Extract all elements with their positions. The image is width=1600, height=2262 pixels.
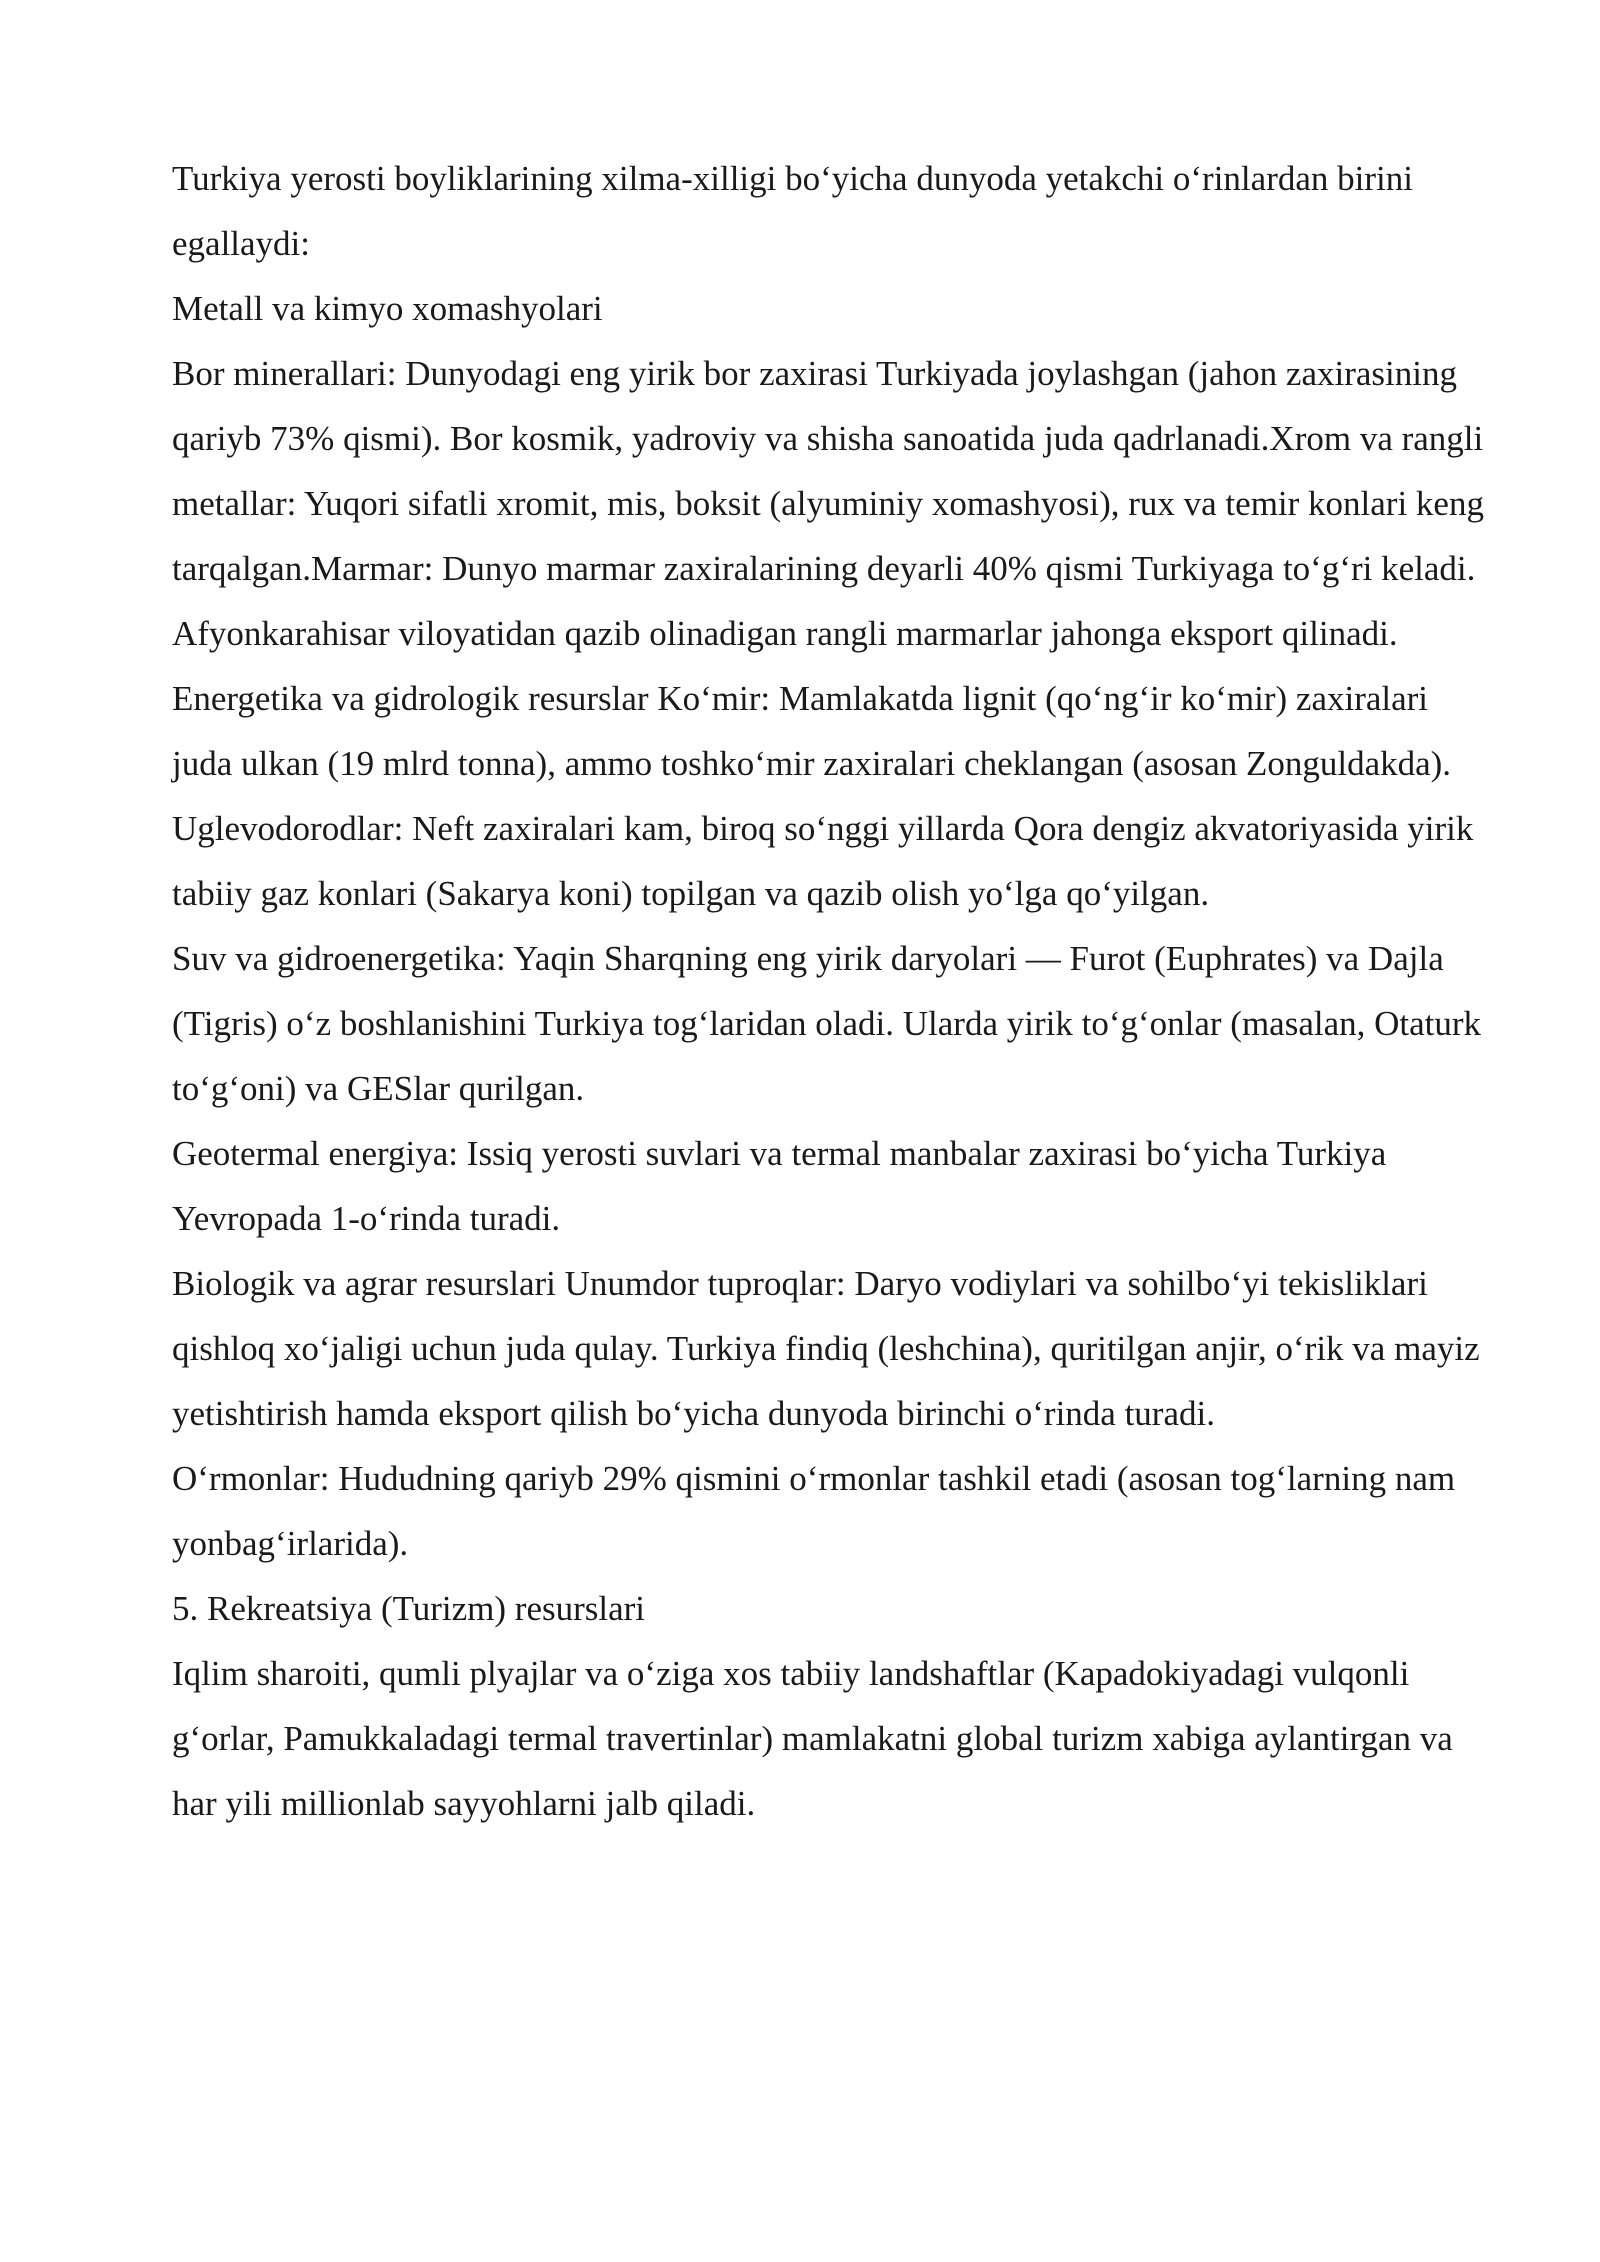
paragraph-water: Suv va gidroenergetika: Yaqin Sharqning eng yirik daryolari — Furot (Euphrates) va Dajla (Tigris) o‘z boshlanishini Turkiya tog‘laridan oladi. Ularda yirik to‘g‘onlar (masalan, Otaturk to‘g‘oni) va GESlar qurilgan. [172,939,1482,1108]
paragraph-agrarian: Biologik va agrar resurslari Unumdor tuproqlar: Daryo vodiylari va sohilbo‘yi tekisliklari qishloq xo‘jaligi uchun juda qulay. Turkiya findiq (leshchina), quritilgan anjir, o‘rik va mayiz yetishtirish hamda eksport qilish bo‘yicha dunyoda birinchi o‘rinda turadi. [172,1264,1480,1433]
paragraph-hydrocarbons: Uglevodorodlar: Neft zaxiralari kam, biroq so‘nggi yillarda Qora dengiz akvatoriyasida yirik tabiiy gaz konlari (Sakarya koni) topilgan va qazib olish yo‘lga qo‘yilgan. [172,809,1474,913]
paragraph-energy-coal: Energetika va gidrologik resurslar Ko‘mir: Mamlakatda lignit (qo‘ng‘ir ko‘mir) zaxiralari juda ulkan (19 mlrd tonna), ammo toshko‘mir zaxiralari cheklangan (asosan Zonguldakda). [172,679,1452,783]
paragraph-bor-minerals: Bor minerallari: Dunyodagi eng yirik bor zaxirasi Turkiyada joylashgan (jahon zaxirasining qariyb 73% qismi). Bor kosmik, yadroviy va shisha sanoatida juda qadrlanadi.Xrom va rangli metallar: Yuqori sifatli xromit, mis, boksit (alyuminiy xomashyosi), rux va temir konlari keng tarqalgan.Marmar: Dunyo marmar zaxiralarining deyarli 40% qismi Turkiyaga to‘g‘ri keladi. Afyonkarahisar viloyatidan qazib olinadigan rangli marmarlar jahonga eksport qilinadi. [172,354,1484,653]
document-body [172,146,1492,1836]
paragraph-recreation-heading: 5. Rekreatsiya (Turizm) resurslari [172,1589,646,1628]
paragraph-intro: Turkiya yerosti boyliklarining xilma-xilligi bo‘yicha dunyoda yetakchi o‘rinlardan birini egallaydi: [172,159,1413,263]
paragraph-metal-heading: Metall va kimyo xomashyolari [172,289,603,328]
paragraph-forests: O‘rmonlar: Hududning qariyb 29% qismini o‘rmonlar tashkil etadi (asosan tog‘larning nam yonbag‘irlarida). [172,1459,1456,1563]
paragraph-geothermal: Geotermal energiya: Issiq yerosti suvlari va termal manbalar zaxirasi bo‘yicha Turkiya Yevropada 1-o‘rinda turadi. [172,1134,1387,1238]
paragraph-recreation: Iqlim sharoiti, qumli plyajlar va o‘ziga xos tabiiy landshaftlar (Kapadokiyadagi vulqonli g‘orlar, Pamukkaladagi termal travertinlar) mamlakatni global turizm xabiga aylantirgan va har yili millionlab sayyohlarni jalb qiladi. [172,1654,1453,1823]
